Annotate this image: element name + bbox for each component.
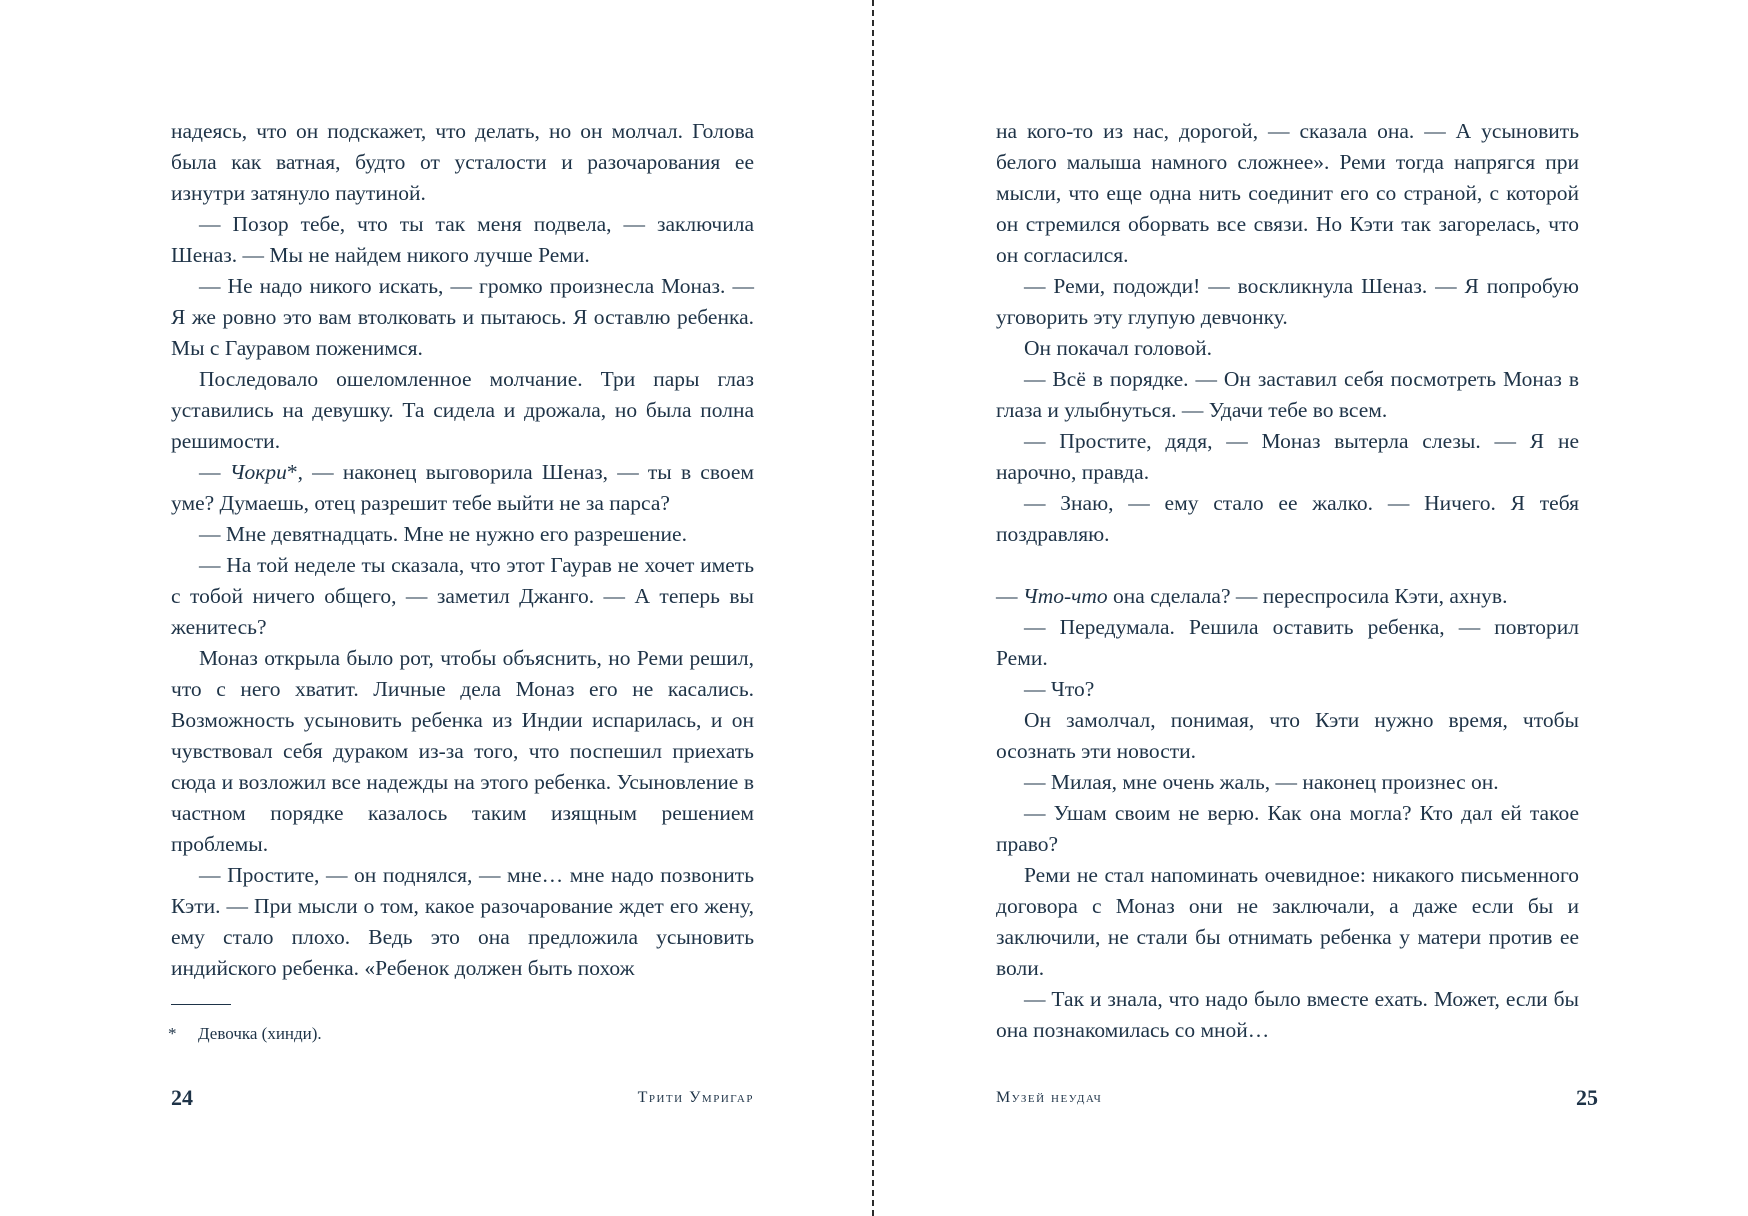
footnote-mark: * bbox=[168, 1024, 177, 1043]
paragraph: — Мне девятнадцать. Мне не нужно его разрешение. bbox=[199, 522, 687, 546]
paragraph: — Позор тебе, что ты так меня подвела, — заключила Шеназ. — Мы не найдем никого лучше Реми. bbox=[171, 212, 754, 267]
paragraph: — Всё в порядке. — Он заставил себя посмотреть Моназ в глаза и улыбнуться. — Удачи тебе во всем. bbox=[996, 367, 1579, 422]
footnote-rule bbox=[171, 1004, 231, 1005]
paragraph: надеясь, что он подскажет, что делать, но он молчал. Голова была как ватная, будто от усталости и разочарования ее изнутри затянуло паутиной. bbox=[171, 119, 754, 205]
paragraph: Он покачал головой. bbox=[1024, 336, 1212, 360]
paragraph-rest: *, — наконец выговорила Шеназ, — ты в своем уме? Думаешь, отец разрешит тебе выйти не за парса? bbox=[171, 460, 755, 515]
right-page bbox=[874, 0, 1748, 1216]
paragraph-with-italic bbox=[996, 581, 1579, 612]
paragraph: Последовало ошеломленное молчание. Три пары глаз уставились на девушку. Та сидела и дрожала, но была полна решимости. bbox=[171, 367, 754, 453]
footnote-text: Девочка (хинди). bbox=[198, 1024, 322, 1043]
paragraph: Реми не стал напоминать очевидное: никакого письменного договора с Моназ они не заключали, а даже если бы и заключили, не стали бы отнимать ребенка у матери против ее воли. bbox=[996, 863, 1579, 980]
paragraph: — Реми, подожди! — воскликнула Шеназ. — Я попробую уговорить эту глупую девчонку. bbox=[996, 274, 1579, 329]
paragraph: — Знаю, — ему стало ее жалко. — Ничего. Я тебя поздравляю. bbox=[996, 491, 1579, 546]
paragraph: — Не надо никого искать, — громко произнесла Моназ. — Я же ровно это вам втолковать и пытаюсь. Я оставлю ребенка. Мы с Гауравом поженимся. bbox=[171, 274, 754, 360]
lead-dash: — bbox=[199, 460, 230, 484]
lead-dash: — bbox=[996, 584, 1023, 608]
paragraph: — Простите, дядя, — Моназ вытерла слезы. — Я не нарочно, правда. bbox=[996, 429, 1579, 484]
paragraph: — Милая, мне очень жаль, — наконец произнес он. bbox=[1024, 770, 1499, 794]
paragraph-with-italic bbox=[171, 457, 754, 519]
page-number: 25 bbox=[1576, 1085, 1598, 1110]
paragraph: — Ушам своим не верю. Как она могла? Кто дал ей такое право? bbox=[996, 801, 1579, 856]
paragraph: на кого-то из нас, дорогой, — сказала она. — А усыновить белого малыша намного сложнее». Реми тогда напрягся при мысли, что еще одна нить соединит его со страной, с которой он стремился оборвать все связи. Но Кэти так загорелась, что он согласился. bbox=[996, 119, 1579, 267]
running-head-author: Трити Умригар bbox=[637, 1089, 754, 1106]
footnote bbox=[168, 1023, 322, 1045]
running-head-title: Музей неудач bbox=[996, 1089, 1103, 1106]
italic-word: Чокри bbox=[229, 460, 287, 484]
paragraph: — Простите, — он поднялся, — мне… мне надо позвонить Кэти. — При мысли о том, какое разочарование ждет его жену, ему стало плохо. Ведь это она предложила усыновить индийского ребенка. «Ребенок должен быть похож bbox=[171, 863, 754, 980]
italic-word: Что-что bbox=[1022, 584, 1108, 608]
paragraph-rest: она сделала? — переспросила Кэти, ахнув. bbox=[1107, 584, 1508, 608]
left-page-body bbox=[171, 116, 754, 984]
paragraph: — На той неделе ты сказала, что этот Гаурав не хочет иметь с тобой ничего общего, — заметил Джанго. — А теперь вы женитесь? bbox=[171, 553, 754, 639]
paragraph: — Передумала. Решила оставить ребенка, — повторил Реми. bbox=[996, 615, 1579, 670]
paragraph: Он замолчал, понимая, что Кэти нужно время, чтобы осознать эти новости. bbox=[996, 708, 1579, 763]
page-number: 24 bbox=[171, 1085, 193, 1110]
paragraph: Моназ открыла было рот, чтобы объяснить, но Реми решил, что с него хватит. Личные дела Моназ его не касались. Возможность усыновить ребенка из Индии испарилась, и он чувствовал себя дураком из-за того, что поспешил приехать сюда и возложил все надежды на этого ребенка. Усыновление в частном порядке казалось таким изящным решением проблемы. bbox=[171, 646, 754, 856]
paragraph: — Так и знала, что надо было вместе ехать. Может, если бы она познакомилась со мной… bbox=[996, 987, 1579, 1042]
paragraph: — Что? bbox=[1024, 677, 1095, 701]
right-page-body bbox=[996, 116, 1579, 1046]
